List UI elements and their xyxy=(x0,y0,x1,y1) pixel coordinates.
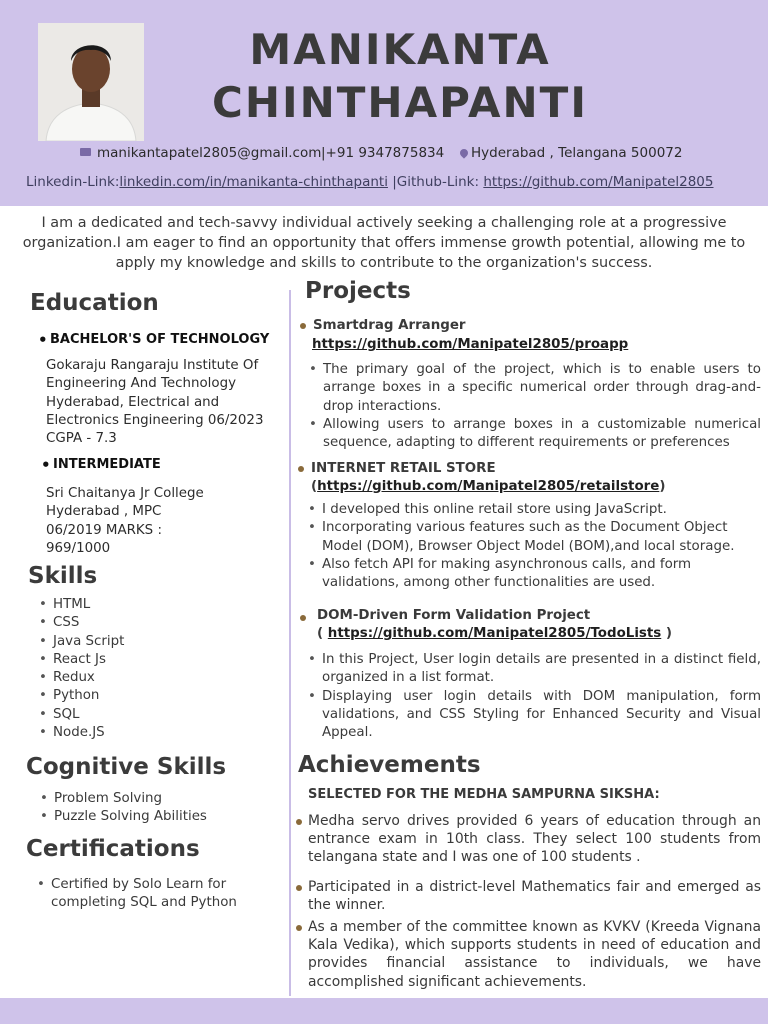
project-name: Smartdrag Arranger xyxy=(313,318,466,333)
name-last: CHINTHAPANTI xyxy=(212,78,588,127)
degree-line: 969/1000 xyxy=(46,540,111,556)
achievements-heading: Achievements xyxy=(298,752,481,778)
bullet-dot xyxy=(296,819,302,825)
github-label: |Github-Link: xyxy=(387,174,484,190)
bullet-dot xyxy=(300,615,306,621)
project-bullet: • I developed this online retail store using JavaScript. xyxy=(322,501,768,519)
skill-item: • React Js xyxy=(53,651,124,669)
education-heading: Education xyxy=(30,290,159,316)
degree-line: Sri Chaitanya Jr College xyxy=(46,486,204,501)
achievement-text: Participated in a district-level Mathematics fair and emerged as the winner. xyxy=(308,879,761,914)
degree-line: 06/2019 MARKS : xyxy=(46,522,162,538)
cognitive-item: • Problem Solving xyxy=(54,790,207,808)
bullet-dot xyxy=(298,466,304,472)
paren: ) xyxy=(661,626,673,641)
project-bullets xyxy=(323,361,761,452)
project-bullet: • Displaying user login details with DOM manipulation, form validations, and CSS Styling for Enhanced Security and Visual Appeal. xyxy=(322,688,761,743)
project-bullet: • Allowing users to arrange boxes in a customizable numerical sequence, adapting to different requirements or preferences xyxy=(323,416,761,453)
project-bullet: • Incorporating various features such as the Document Object Model (DOM), Browser Object Model (BOM),and local storage. xyxy=(322,519,768,556)
achievement-text: Medha servo drives provided 6 years of education through an entrance exam in 10th class. They select 100 students from telangana state and I was one of 100 students . xyxy=(308,813,761,866)
achievement-item xyxy=(308,812,761,867)
location-text: Hyderabad , Telangana 500072 xyxy=(471,145,683,161)
certifications-heading: Certifications xyxy=(26,836,200,862)
project-bullet: • Also fetch API for making asynchronous calls, and form validations, among other functionalities are used. xyxy=(322,556,768,593)
project-link[interactable]: https://github.com/Manipatel2805/retailstore xyxy=(317,479,660,494)
bullet-dot xyxy=(300,323,306,329)
paren: ) xyxy=(659,479,666,494)
profile-photo xyxy=(38,23,144,141)
project-name: INTERNET RETAIL STORE xyxy=(311,461,496,476)
column-divider xyxy=(289,290,291,996)
certification-item: • Certified by Solo Learn for xyxy=(51,876,237,894)
project-title xyxy=(317,607,590,625)
project-title xyxy=(311,460,496,478)
paren: ( xyxy=(317,626,328,641)
skills-heading: Skills xyxy=(28,563,98,589)
cognitive-item: • Puzzle Solving Abilities xyxy=(54,808,207,826)
email-text[interactable]: manikantapatel2805@gmail.com xyxy=(97,145,322,161)
project-bullets xyxy=(322,651,761,742)
skills-list xyxy=(53,596,124,742)
skill-item: • SQL xyxy=(53,706,124,724)
projects-heading: Projects xyxy=(305,278,411,304)
certifications-list xyxy=(51,876,237,913)
paren: ( xyxy=(311,479,318,494)
skill-item: • Python xyxy=(53,687,124,705)
certification-line: completing SQL and Python xyxy=(51,895,237,911)
project-title xyxy=(313,317,466,335)
project-link-line xyxy=(317,625,672,643)
linkedin-link[interactable]: linkedin.com/in/manikanta-chinthapanti xyxy=(119,174,388,190)
name-first: MANIKANTA xyxy=(249,25,551,74)
github-link[interactable]: https://github.com/Manipatel2805 xyxy=(483,174,714,190)
achievement-item xyxy=(308,918,761,991)
project-link-line xyxy=(312,336,628,354)
header-band xyxy=(0,0,768,206)
contact-phone: |+91 9347875834 xyxy=(321,145,445,161)
project-bullet: • The primary goal of the project, which is to enable users to arrange boxes in a specific numerical order through drag-and-drop interactions. xyxy=(323,361,761,416)
cognitive-skills-list xyxy=(54,790,207,827)
degree-line: Electronics Engineering 06/2023 xyxy=(46,412,264,428)
profile-links xyxy=(26,174,713,190)
degree-line: Engineering And Technology xyxy=(46,376,237,392)
mail-icon xyxy=(80,148,91,156)
linkedin-label: Linkedin-Link: xyxy=(26,174,120,190)
bullet-dot xyxy=(296,885,302,891)
skill-item: • HTML xyxy=(53,596,124,614)
bullet-dot xyxy=(296,925,302,931)
project-link[interactable]: https://github.com/Manipatel2805/proapp xyxy=(312,337,629,352)
skill-item: • CSS xyxy=(53,614,124,632)
project-bullet: • In this Project, User login details are presented in a distinct field, organized in a list format. xyxy=(322,651,761,688)
degree-details xyxy=(46,485,204,558)
skill-item: • Node.JS xyxy=(53,724,124,742)
skill-item: • Redux xyxy=(53,669,124,687)
contact-location xyxy=(460,145,682,161)
achievement-text: As a member of the committee known as KVKV (Kreeda Vignana Kala Vedika), which supports students in need of education and provides financial assistance to individuals, we have accomplished significant achievements. xyxy=(308,919,761,990)
degree-title: • BACHELOR'S OF TECHNOLOGY xyxy=(50,332,269,347)
degree-details xyxy=(46,357,263,448)
degree-line: Hyderabad, Electrical and xyxy=(46,394,220,410)
degree-line: Hyderabad , MPC xyxy=(46,504,162,520)
project-name: DOM-Driven Form Validation Project xyxy=(317,608,591,623)
project-link[interactable]: https://github.com/Manipatel2805/TodoLists xyxy=(327,626,662,641)
summary-text: I am a dedicated and tech-savvy individual actively seeking a challenging role at a progressive organization.I am eager to find an opportunity that offers immense growth potential, allowing me to apply my knowledge and skills to contribute to the organization's success. xyxy=(22,215,746,271)
contact-email[interactable] xyxy=(80,145,321,161)
skill-item: • Java Script xyxy=(53,633,124,651)
achievement-item xyxy=(308,878,761,914)
cognitive-skills-heading: Cognitive Skills xyxy=(26,754,227,780)
degree-title: • INTERMEDIATE xyxy=(53,457,161,472)
location-pin-icon xyxy=(458,147,469,158)
degree-line: Gokaraju Rangaraju Institute Of xyxy=(46,358,259,373)
project-link-line xyxy=(311,478,665,496)
degree-line: CGPA - 7.3 xyxy=(46,431,117,447)
project-bullets xyxy=(322,501,768,592)
footer-band xyxy=(0,998,768,1024)
achievements-subheading: SELECTED FOR THE MEDHA SAMPURNA SIKSHA: xyxy=(308,787,660,802)
